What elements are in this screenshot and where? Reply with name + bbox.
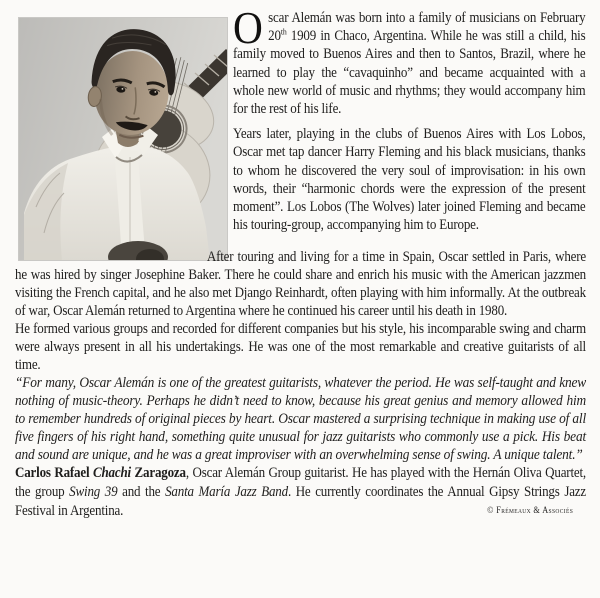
portrait-photo-image — [18, 17, 228, 261]
band-name-swing39: Swing 39 — [69, 484, 118, 500]
bio-column — [233, 3, 586, 234]
bio-paragraph-3: After touring and living for a time in Spain, Oscar settled in Paris, where he was hired by singer Josephine Baker. There he could share and enrich his music with the American jazzmen visiting the French capital, and he also met Django Reinhardt, often playing with him informally. At the outbreak of war, Oscar Alemán returned to Argentina where he continued his career until his death in 1980. — [15, 249, 586, 319]
credit-name-part1: Carlos Rafael — [15, 465, 93, 481]
copyright-notice: © Frémeaux & Associés — [487, 505, 574, 515]
ordinal-superscript: th — [280, 26, 287, 37]
credit-text-3: . He currently coordinates the Annual Gipsy Strings Jazz Festival in Argentina. — [15, 484, 586, 519]
credit-paragraph — [15, 464, 586, 521]
bio-lower-block — [15, 248, 586, 521]
credit-text-2: and the — [117, 484, 166, 500]
quote-paragraph: “For many, Oscar Alemán is one of the greatest guitarists, whatever the period. He was self-taught and knew nothing of music-theory. Perhaps he didn’t need to know, because his great genius and memory allowed him to remember hundreds of original pieces by heart. Oscar mastered a surprising technique in making use of all five fingers of his right hand, something quite unusual for jazz guitarists who commonly use a pick. His beat and sound are unique, and he was a great improviser with an overwhelming sense of swing. A unique talent.” — [15, 375, 586, 463]
credit-text-1: , Oscar Alemán Group guitarist. He has played with the Hernán Oliva Quartet, the group — [15, 465, 586, 500]
dropcap-letter: O — [233, 3, 263, 53]
credit-name-part2: Zaragoza — [130, 465, 186, 481]
bio-paragraph-2: Years later, playing in the clubs of Buenos Aires with Los Lobos, Oscar met tap dancer Harry Fleming and his black musicians, thanks to whom he discovered the very soul of improvisation: in his own words, their “harmonic chords were the expression of the present moment”. Los Lobos (The Wolves) later joined Fleming and became his touring-group, accompanying him to Europe. — [233, 126, 586, 234]
band-name-santa-maria: Santa María Jazz Band — [165, 484, 288, 500]
para1-text-start: scar Alemán was born into a family of musicians on February 20 — [268, 10, 586, 45]
bio-paragraph-1 — [233, 3, 586, 118]
oscar-aleman-photo — [18, 17, 228, 261]
credit-nickname: Chachi — [92, 465, 131, 481]
para1-text-end: 1909 in Chaco, Argentina. While he was still a child, his family moved to Buenos Aires and then to Santos, Brazil, where he learned to play the “cavaquinho” and became acquainted with a whole new world of music and rhythms; they would accompany him for the rest of his life. — [233, 28, 586, 118]
bio-paragraph-4: He formed various groups and recorded for different companies but his style, his incomparable swing and charm were always present in all his undertakings. He was one of the most remarkable and creative guitarists of all time. — [15, 321, 586, 373]
